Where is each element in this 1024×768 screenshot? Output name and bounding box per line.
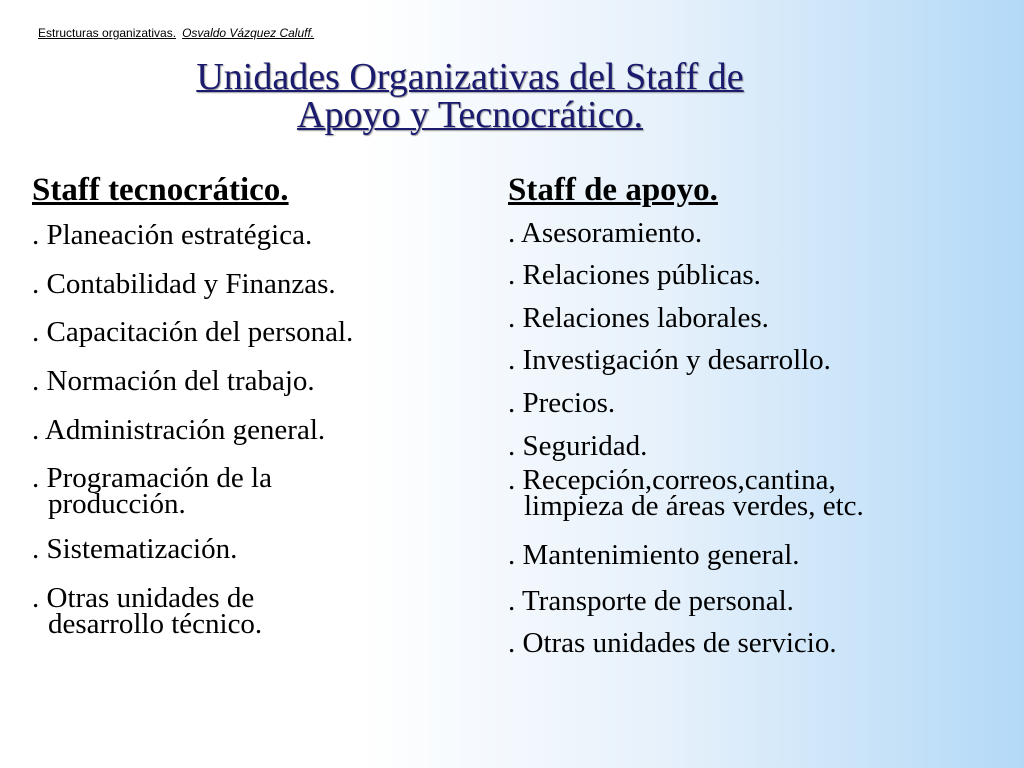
right-column [508,170,988,659]
list-item: . Contabilidad y Finanzas. [32,268,336,300]
list-item: . Normación del trabajo. [32,365,315,397]
list-item-continuation: limpieza de áreas verdes, etc. [524,490,864,522]
author-name: Osvaldo Vázquez Caluff. [182,26,315,40]
title-line-1: Unidades Organizativas del Staff de [196,56,744,98]
list-item: . Investigación y desarrollo. [508,344,831,376]
list-item: . Precios. [508,387,616,419]
slide-title [0,58,940,134]
list-item: . Transporte de personal. [508,585,794,617]
right-column-heading: Staff de apoyo. [508,172,718,208]
list-item-continuation: producción. [48,488,186,520]
list-item: . Relaciones públicas. [508,259,761,291]
left-column-heading: Staff tecnocrático. [32,172,289,208]
list-item-continuation: desarrollo técnico. [48,608,263,640]
list-item: . Sistematización. [32,533,238,565]
list-item: . Capacitación del personal. [32,316,354,348]
list-item: . Seguridad. [508,430,648,462]
list-item: . Programación de la producción. [32,462,272,520]
list-item: . Otras unidades de servicio. [508,627,837,659]
left-column [32,170,472,640]
list-item: . Recepción,correos,cantina, limpieza de áreas verdes, etc. [508,464,864,522]
list-item: . Relaciones laborales. [508,302,769,334]
list-item: . Asesoramiento. [508,217,703,249]
list-item: . Otras unidades de desarrollo técnico. [32,582,263,640]
list-item: . Mantenimiento general. [508,539,800,571]
list-item: . Planeación estratégica. [32,219,313,251]
slide-header [38,26,314,40]
course-title: Estructuras organizativas. [38,26,177,40]
title-line-2: Apoyo y Tecnocrático. [297,94,643,136]
list-item: . Administración general. [32,414,326,446]
